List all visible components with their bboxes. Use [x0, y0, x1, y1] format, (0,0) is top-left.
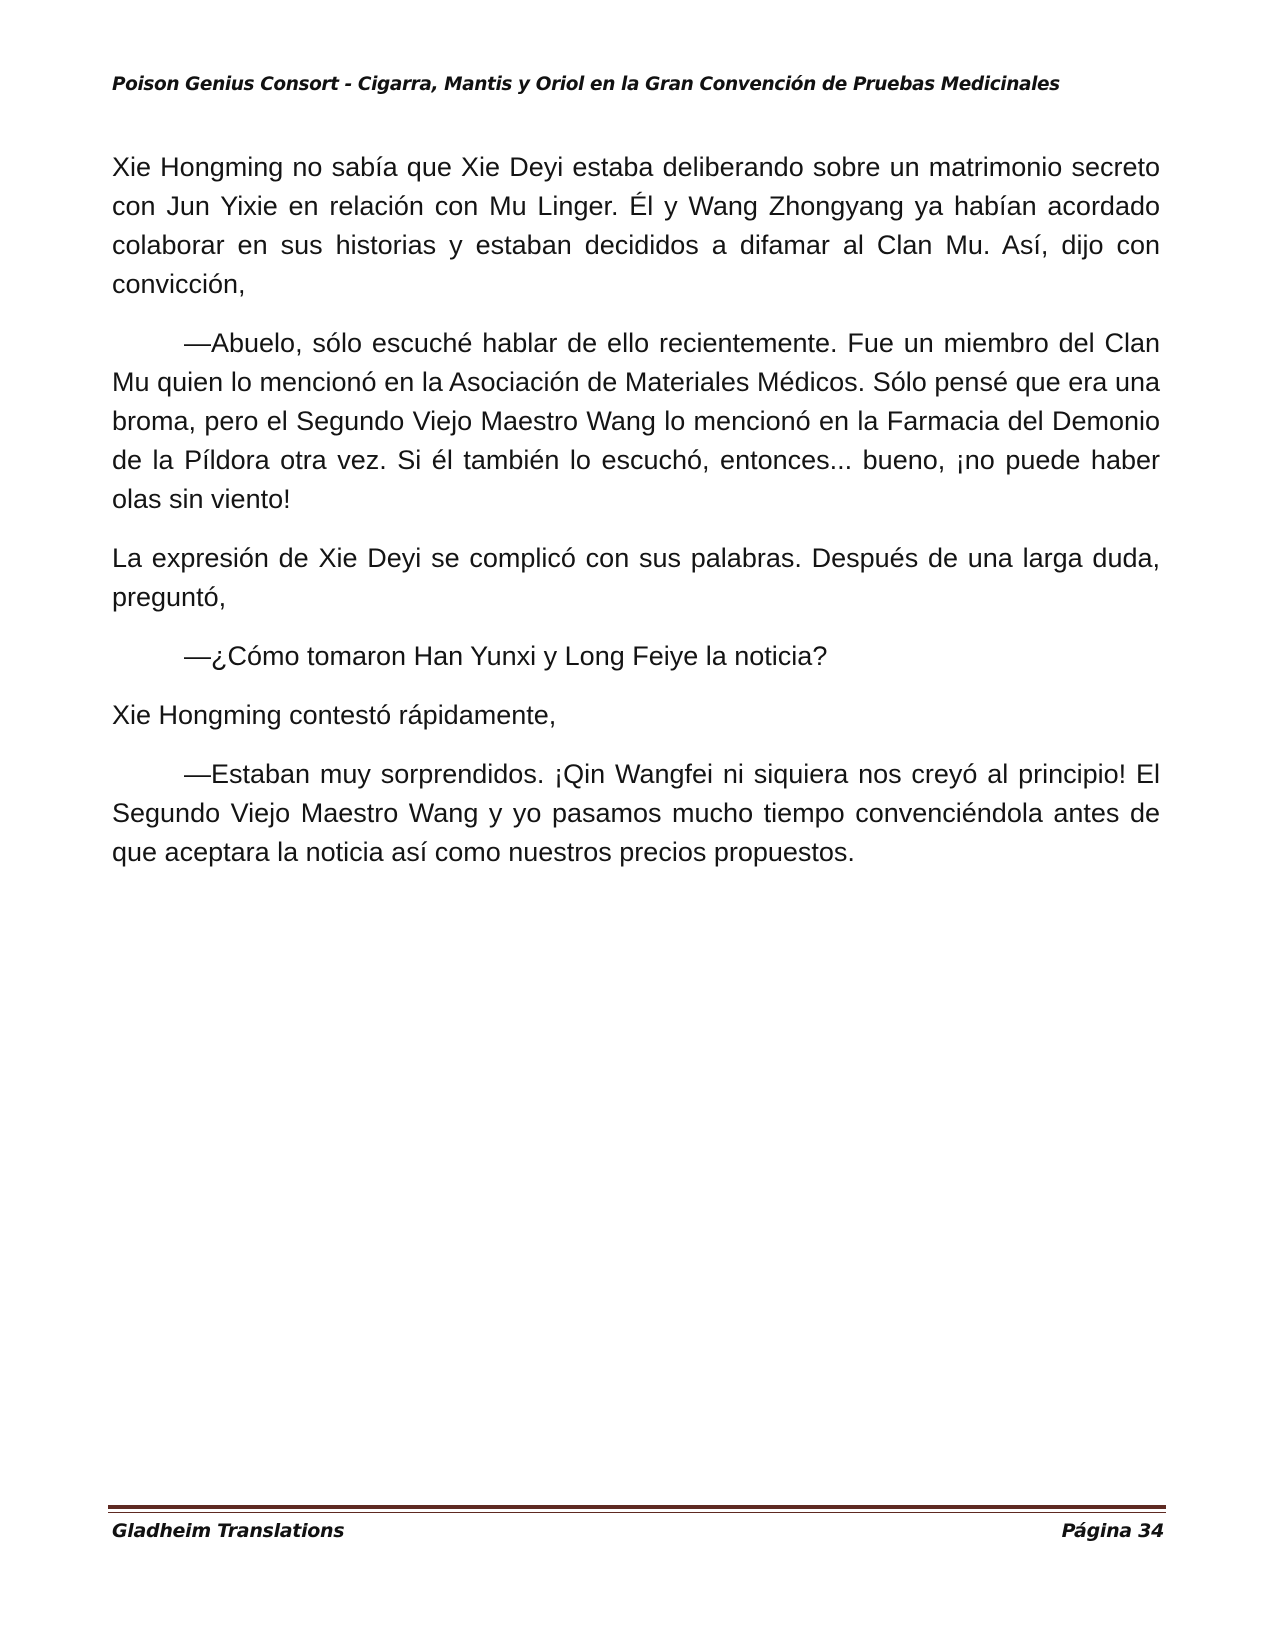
footer-divider-thin	[108, 1512, 1166, 1513]
paragraph-dialog-3: —Estaban muy sorprendidos. ¡Qin Wangfei ni siquiera nos creyó al principio! El Segundo Viejo Maestro Wang y yo pasamos mucho tiempo convenciéndola antes de que aceptara la noticia así como nuestros precios propuestos.	[112, 759, 1160, 867]
paragraph-dialog-2: —¿Cómo tomaron Han Yunxi y Long Feiye la noticia?	[184, 641, 828, 671]
paragraph-narration-1: Xie Hongming no sabía que Xie Deyi estaba deliberando sobre un matrimonio secreto con Jun Yixie en relación con Mu Linger. Él y Wang Zhongyang ya habían acordado colaborar en sus historias y estaban decididos a difamar al Clan Mu. Así, dijo con convicción,	[112, 152, 1160, 299]
paragraph-narration-3: Xie Hongming contestó rápidamente,	[112, 700, 557, 730]
footer-divider-thick	[108, 1505, 1166, 1509]
paragraph-narration-2: La expresión de Xie Deyi se complicó con sus palabras. Después de una larga duda, preguntó,	[112, 543, 1160, 612]
page-number: Página 34	[1061, 1520, 1164, 1542]
footer-publisher: Gladheim Translations	[112, 1520, 345, 1542]
running-header: Poison Genius Consort - Cigarra, Mantis y Oriol en la Gran Convención de Pruebas Medicinales	[112, 74, 1060, 95]
paragraph-dialog-1: —Abuelo, sólo escuché hablar de ello recientemente. Fue un miembro del Clan Mu quien lo mencionó en la Asociación de Materiales Médicos. Sólo pensé que era una broma, pero el Segundo Viejo Maestro Wang lo mencionó en la Farmacia del Demonio de la Píldora otra vez. Si él también lo escuchó, entonces... bueno, ¡no puede haber olas sin viento!	[112, 328, 1160, 514]
body-text	[112, 148, 1160, 892]
